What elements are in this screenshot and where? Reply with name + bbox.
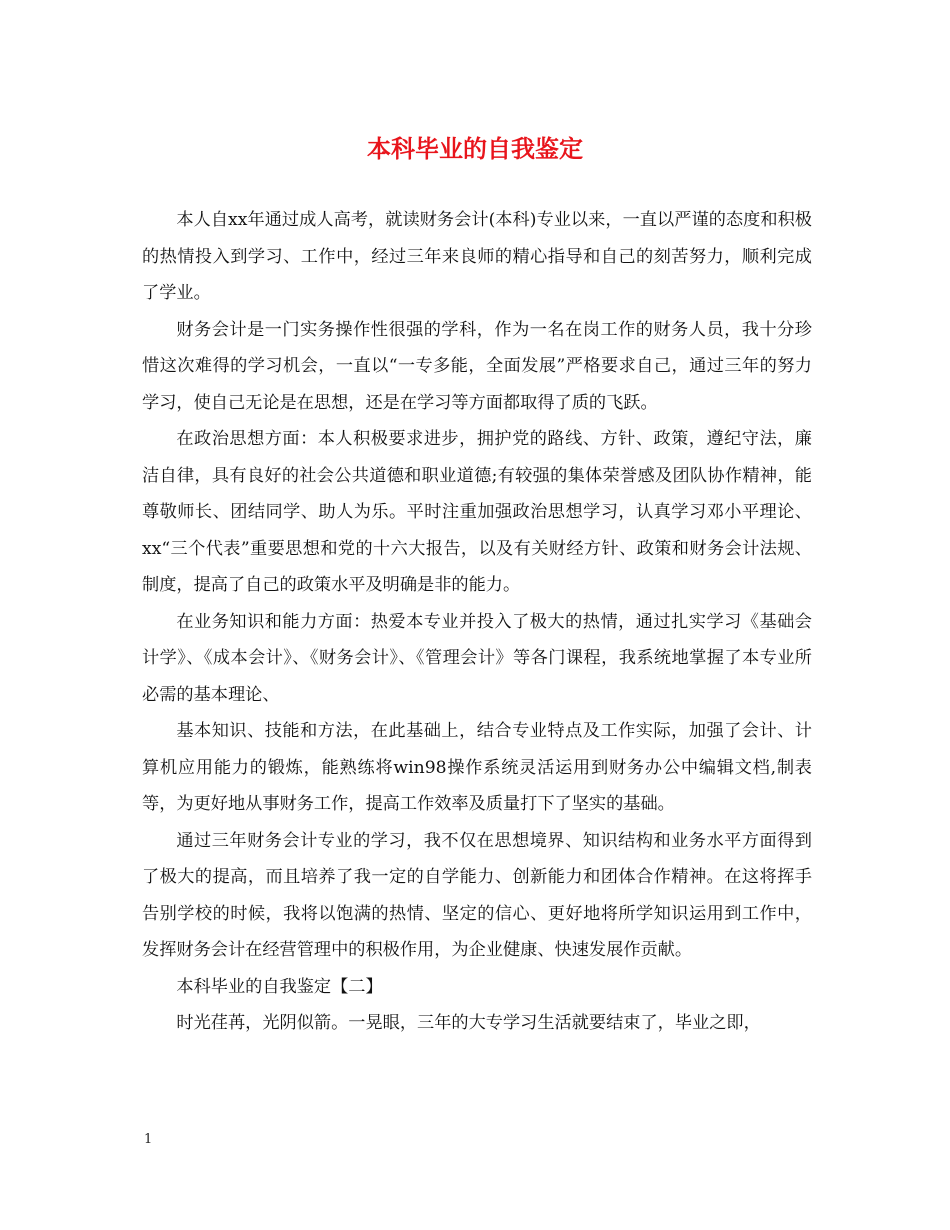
page-number: 1 bbox=[144, 1132, 153, 1147]
paragraph-skills: 基本知识、技能和方法，在此基础上，结合专业特点及工作实际，加强了会计、计算机应用能力的锻炼，能熟练将win98操作系统灵活运用到财务办公中编辑文档,制表等，为更好地从事财务工作，提高工作效率及质量打下了坚实的基础。 bbox=[142, 721, 812, 814]
paragraph-accounting: 财务会计是一门实务操作性很强的学科，作为一名在岗工作的财务人员，我十分珍惜这次难得的学习机会，一直以“一专多能，全面发展”严格要求自己，通过三年的努力学习，使自己无论是在思想，还是在学习等方面都取得了质的飞跃。 bbox=[142, 319, 812, 413]
paragraph-section-two-start: 时光荏苒，光阴似箭。一晃眼，三年的大专学习生活就要结束了，毕业之即， bbox=[176, 1013, 761, 1033]
document-title: 本科毕业的自我鉴定 bbox=[367, 134, 583, 163]
paragraph-intro: 本人自xx年通过成人高考，就读财务会计(本科)专业以来，一直以严谨的态度和积极的热情投入到学习、工作中，经过三年来良师的精心指导和自己的刻苦努力，顺利完成了学业。 bbox=[142, 210, 812, 303]
paragraph-knowledge: 在业务知识和能力方面：热爱本专业并投入了极大的热情，通过扎实学习《基础会计学》、《成本会计》、《财务会计》、《管理会计》等各门课程，我系统地掌握了本专业所必需的基本理论、 bbox=[142, 611, 812, 705]
paragraph-summary: 通过三年财务会计专业的学习，我不仅在思想境界、知识结构和业务水平方面得到了极大的提高，而且培养了我一定的自学能力、创新能力和团体合作精神。在这将挥手告别学校的时候，我将以饱满的热情、坚定的信心、更好地将所学知识运用到工作中，发挥财务会计在经营管理中的积极作用，为企业健康、快速发展作贡献。 bbox=[142, 830, 812, 960]
document-body bbox=[142, 202, 812, 1042]
section-heading-two: 本科毕业的自我鉴定【二】 bbox=[176, 976, 383, 997]
paragraph-political: 在政治思想方面：本人积极要求进步，拥护党的路线、方针、政策，遵纪守法，廉洁自律，具有良好的社会公共道德和职业道德;有较强的集体荣誉感及团队协作精神，能尊敬师长、团结同学、助人为乐。平时注重加强政治思想学习，认真学习邓小平理论、xx“三个代表”重要思想和党的十六大报告，以及有关财经方针、政策和财务会计法规、制度，提高了自己的政策水平及明确是非的能力。 bbox=[142, 429, 812, 595]
